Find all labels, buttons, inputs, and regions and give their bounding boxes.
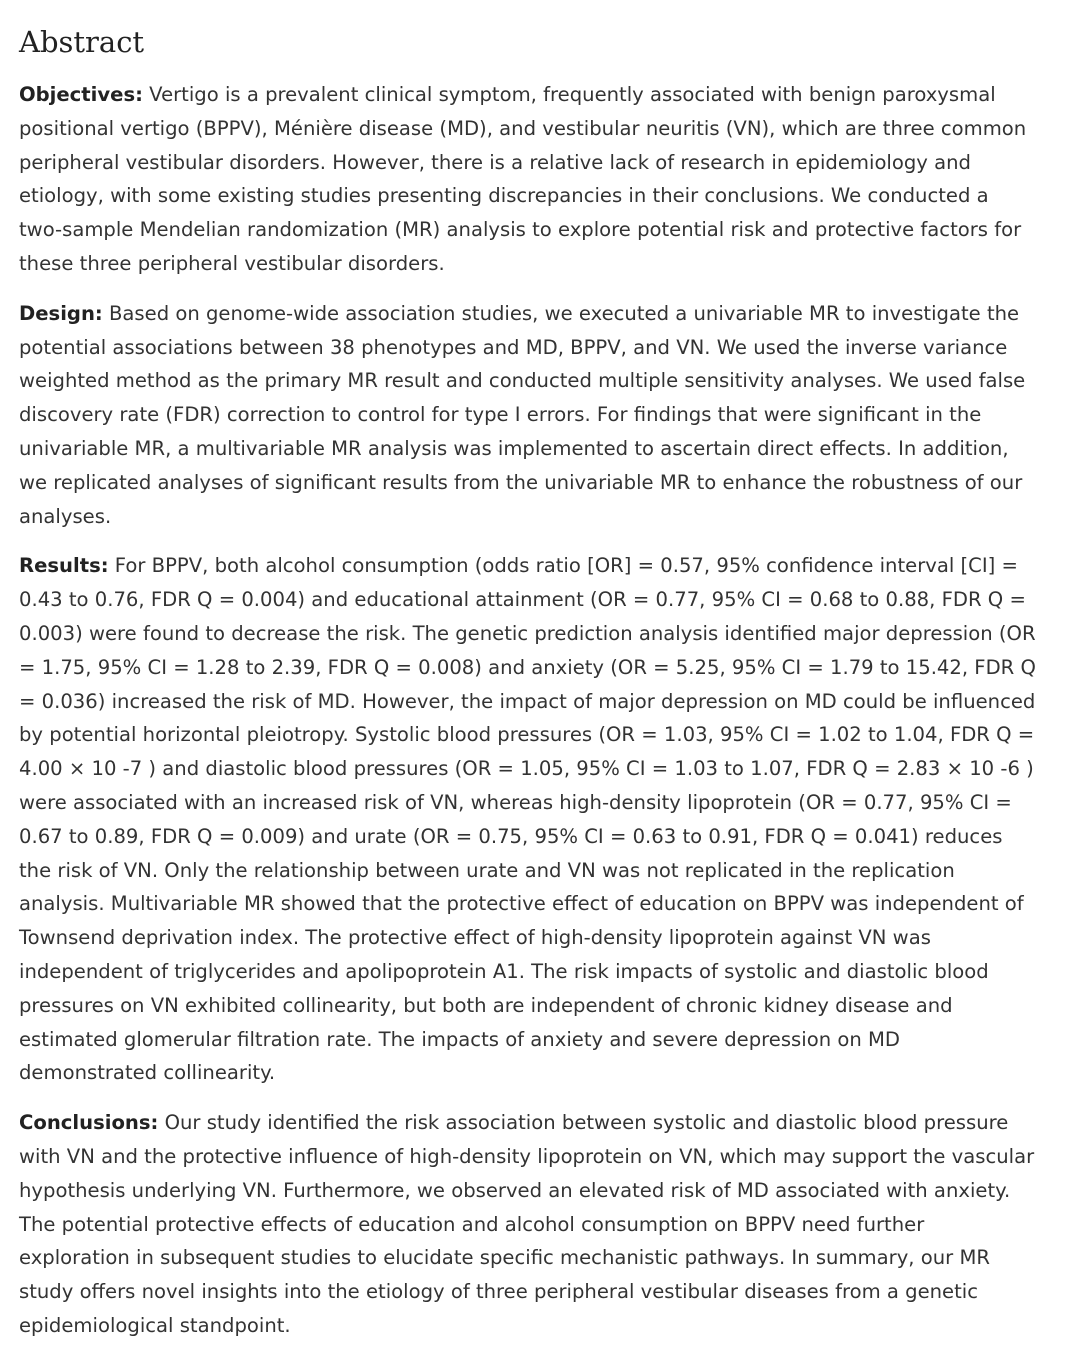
design-text: Based on genome-wide association studies, we executed a univariable MR to investigate the potential associations between 38 phenotypes and MD, BPPV, and VN. We used the inverse variance weighted method as the primary MR result and conducted multiple sensitivity analyses. We used false discovery rate (FDR) correction to control for type I errors. For findings that were significant in the univariable MR, a multivariable MR analysis was implemented to ascertain direct effects. In addition, we replicated analyses of significant results from the univariable MR to enhance the robustness of our analyses. (19, 301, 1026, 528)
objectives-text: Vertigo is a prevalent clinical symptom, frequently associated with benign paroxysmal positional vertigo (BPPV), Ménière disease (MD), and vestibular neuritis (VN), which are three common peripheral vestibular disorders. However, there is a relative lack of research in epidemiology and etiology, with some existing studies presenting discrepancies in their conclusions. We conducted a two-sample Mendelian randomization (MR) analysis to explore potential risk and protective factors for these three peripheral vestibular disorders. (19, 83, 1027, 275)
results-paragraph (19, 549, 1036, 1090)
results-text: For BPPV, both alcohol consumption (odds ratio [OR] = 0.57, 95% confidence interval [CI] = 0.43 to 0.76, FDR Q = 0.004) and educational attainment (OR = 0.77, 95% CI = 0.68 to 0.88, FDR Q = 0.003) were found to decrease the risk. The genetic prediction analysis identified major depression (OR = 1.75, 95% CI = 1.28 to 2.39, FDR Q = 0.008) and anxiety (OR = 5.25, 95% CI = 1.79 to 15.42, FDR Q = 0.036) increased the risk of MD. However, the impact of major depression on MD could be influenced by potential horizontal pleiotropy. Systolic blood pressures (OR = 1.03, 95% CI = 1.02 to 1.04, FDR Q = 4.00 × 10 -7 ) and diastolic blood pressures (OR = 1.05, 95% CI = 1.03 to 1.07, FDR Q = 2.83 × 10 -6 ) were associated with an increased risk of VN, whereas high-density lipoprotein (OR = 0.77, 95% CI = 0.67 to 0.89, FDR Q = 0.009) and urate (OR = 0.75, 95% CI = 0.63 to 0.91, FDR Q = 0.041) reduces the risk of VN. Only the relationship between urate and VN was not replicated in the replication analysis. Multivariable MR showed that the protective effect of education on BPPV was independent of Townsend deprivation index. The protective effect of high-density lipoprotein against VN was independent of triglycerides and apolipoprotein A1. The risk impacts of systolic and diastolic blood pressures on VN exhibited collinearity, but both are independent of chronic kidney disease and estimated glomerular filtration rate. The impacts of anxiety and severe depression on MD demonstrated collinearity. (19, 554, 1036, 1085)
conclusions-paragraph (19, 1106, 1036, 1343)
conclusions-label: Conclusions: (19, 1111, 159, 1135)
objectives-paragraph (19, 78, 1036, 281)
objectives-label: Objectives: (19, 83, 143, 106)
design-label: Design: (19, 301, 103, 325)
abstract-heading: Abstract (19, 25, 145, 59)
conclusions-text: Our study identified the risk association between systolic and diastolic blood pressure with VN and the protective influence of high-density lipoprotein on VN, which may support the vascular hypothesis underlying VN. Furthermore, we observed an elevated risk of MD associated with anxiety. The potential protective effects of education and alcohol consumption on BPPV need further exploration in subsequent studies to elucidate specific mechanistic pathways. In summary, our MR study offers novel insights into the etiology of three peripheral vestibular diseases from a genetic epidemiological standpoint. (19, 1111, 1035, 1337)
results-label: Results: (19, 554, 109, 578)
design-paragraph (19, 297, 1036, 534)
